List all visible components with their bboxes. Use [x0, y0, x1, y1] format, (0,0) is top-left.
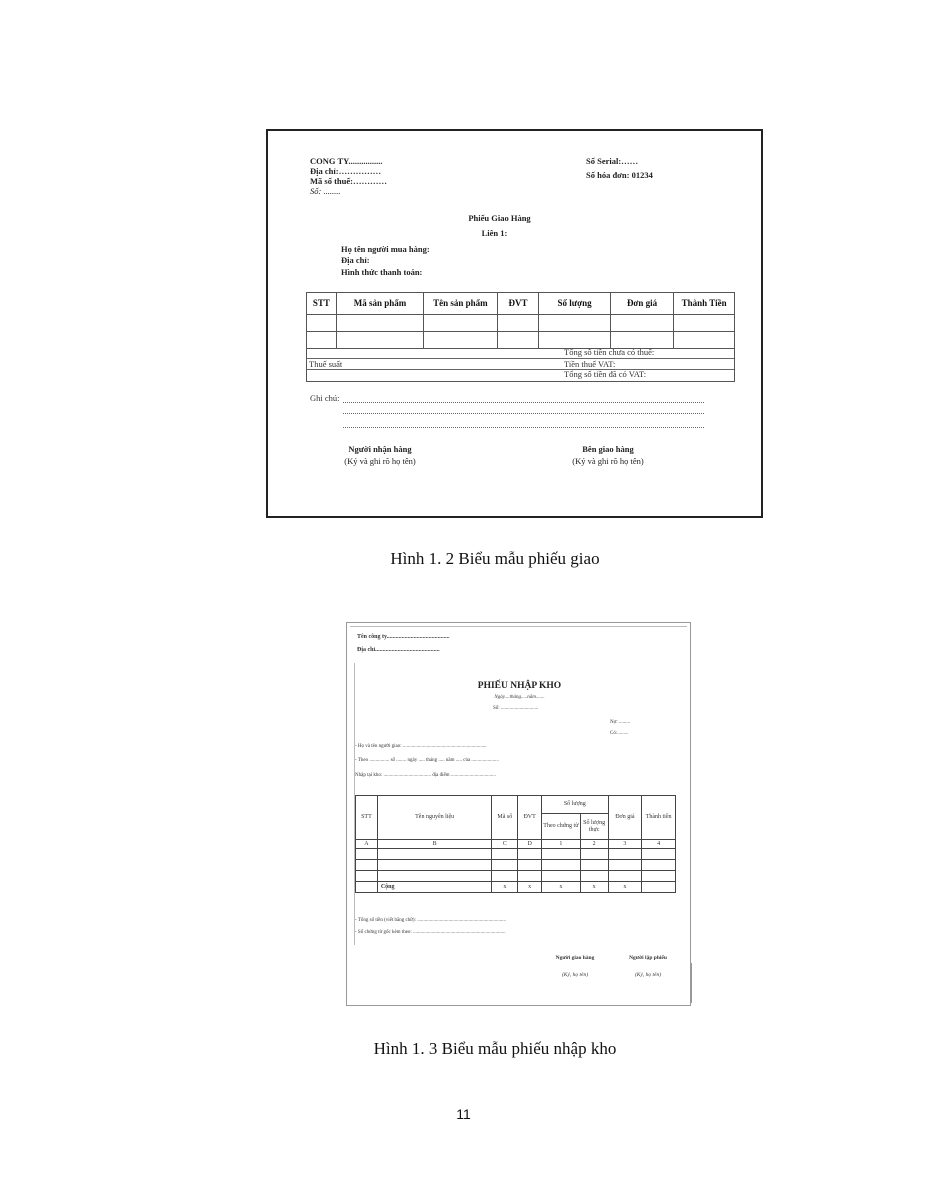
table-row: [356, 840, 676, 849]
buyer-address-label: Địa chỉ:: [341, 255, 370, 265]
table-row: [356, 849, 676, 860]
table-row: [356, 860, 676, 871]
col-header: Mã số: [492, 796, 518, 840]
cell: A: [356, 840, 378, 849]
cell: B: [377, 840, 492, 849]
cell: 3: [608, 840, 642, 849]
form-title: Phiếu Giao Hàng: [468, 213, 531, 223]
form-number-line: Số: ........: [310, 186, 341, 196]
col-header: Số lượng thực: [580, 814, 608, 840]
col-header: Thành Tiền: [674, 293, 735, 315]
col-header: Tên sản phẩm: [424, 293, 497, 315]
receipt-preparer-title: Người lập phiếu: [629, 955, 667, 961]
table-row: [307, 315, 735, 332]
note-dotted-line: [343, 413, 704, 414]
deliverer-name-line: - Họ và tên người giao: ...................................................................: [355, 744, 487, 749]
cell: 2: [580, 840, 608, 849]
receipt-deliverer-sign: (Ký, họ tên): [561, 972, 589, 978]
delivery-form-image: [266, 129, 763, 518]
warehouse-line: Nhập tại kho: ...................................... địa điểm ....................................: [355, 773, 496, 778]
buyer-name-label: Họ tên người mua hàng:: [341, 244, 430, 254]
cell: x: [608, 882, 642, 893]
col-header: Đơn giá: [608, 796, 642, 840]
cell: C: [492, 840, 518, 849]
col-header: ĐVT: [518, 796, 542, 840]
tax-code-line: Mã số thuế:…………: [310, 176, 387, 186]
table-row: [356, 871, 676, 882]
receiver-title: Người nhận hàng: [348, 444, 412, 454]
cell: D: [518, 840, 542, 849]
totals-block: [306, 348, 735, 382]
col-header: Tên nguyên liệu: [377, 796, 492, 840]
address-line: Địa chỉ:……………: [310, 166, 382, 176]
total-with-vat-label: Tổng số tiền đã có VAT:: [564, 369, 647, 379]
note-dotted-line: [343, 427, 704, 428]
cell: 4: [642, 840, 676, 849]
col-header: Đơn giá: [610, 293, 674, 315]
table-header-row: [356, 796, 676, 814]
cell: x: [580, 882, 608, 893]
invoice-number-line: Số hóa đơn: 01234: [586, 170, 653, 180]
col-header: Thành tiền: [642, 796, 676, 840]
total-label: Cộng: [377, 882, 492, 893]
vat-amount-label: Tiền thuế VAT:: [564, 359, 616, 369]
number-line: Số: ..............................: [493, 706, 539, 711]
serial-line: Số Serial:……: [586, 156, 639, 166]
date-line: Ngày....tháng.....năm.......: [494, 695, 545, 700]
attached-docs-line: - Số chứng từ gốc kèm theo: ..........................................................................: [355, 930, 506, 935]
form-title: PHIẾU NHẬP KHO: [477, 681, 562, 691]
figure-caption-2: Hình 1. 3 Biểu mẫu phiếu nhập kho: [373, 1039, 617, 1058]
company-line: CONG TY................: [310, 156, 383, 166]
credit-line: Có:.........: [610, 731, 629, 736]
col-header: Theo chứng từ: [542, 814, 581, 840]
copy-label: Liên 1:: [481, 228, 508, 238]
cell: x: [492, 882, 518, 893]
table-row: [307, 332, 735, 349]
deliverer-title: Bên giao hàng: [582, 444, 634, 454]
per-document-line: - Theo ................ số ........ ngày ..... tháng ..... năm ..... của ......................: [355, 758, 499, 763]
col-header: Số lượng: [539, 293, 610, 315]
cell: x: [518, 882, 542, 893]
company-line: Tên công ty..........................................: [357, 634, 450, 640]
receipt-deliverer-title: Người giao hàng: [555, 955, 595, 961]
note-dotted-line: [343, 402, 704, 403]
col-header: STT: [307, 293, 337, 315]
col-header: Mã sản phẩm: [336, 293, 423, 315]
col-header: STT: [356, 796, 378, 840]
product-table: [306, 292, 735, 349]
deliverer-sign-note: (Ký và ghi rõ họ tên): [572, 456, 644, 466]
col-header: Số lượng: [542, 796, 608, 814]
cell: x: [542, 882, 581, 893]
receiver-sign-note: (Ký và ghi rõ họ tên): [344, 456, 416, 466]
tax-rate-label: Thuế suất: [309, 359, 343, 369]
warehouse-receipt-image: [346, 622, 691, 1006]
cell: 1: [542, 840, 581, 849]
table-header-row: [307, 293, 735, 315]
page-number: 11: [456, 1106, 471, 1122]
payment-method-label: Hình thức thanh toán:: [341, 267, 423, 277]
receipt-preparer-sign: (Ký, họ tên): [634, 972, 662, 978]
figure-caption-1: Hình 1. 2 Biểu mẫu phiếu giao: [390, 549, 600, 568]
amount-in-words-line: - Tổng số tiền (viết bằng chữ): .......................................................................: [355, 918, 506, 923]
debit-line: Nợ: .........: [610, 720, 631, 725]
table-total-row: [356, 882, 676, 893]
col-header: ĐVT: [497, 293, 539, 315]
material-table: [355, 795, 676, 893]
note-label: Ghi chú:: [310, 393, 340, 403]
address-line: Địa chỉ...........................................: [357, 647, 440, 653]
total-before-tax: Tổng số tiền chưa có thuế:: [564, 347, 655, 357]
